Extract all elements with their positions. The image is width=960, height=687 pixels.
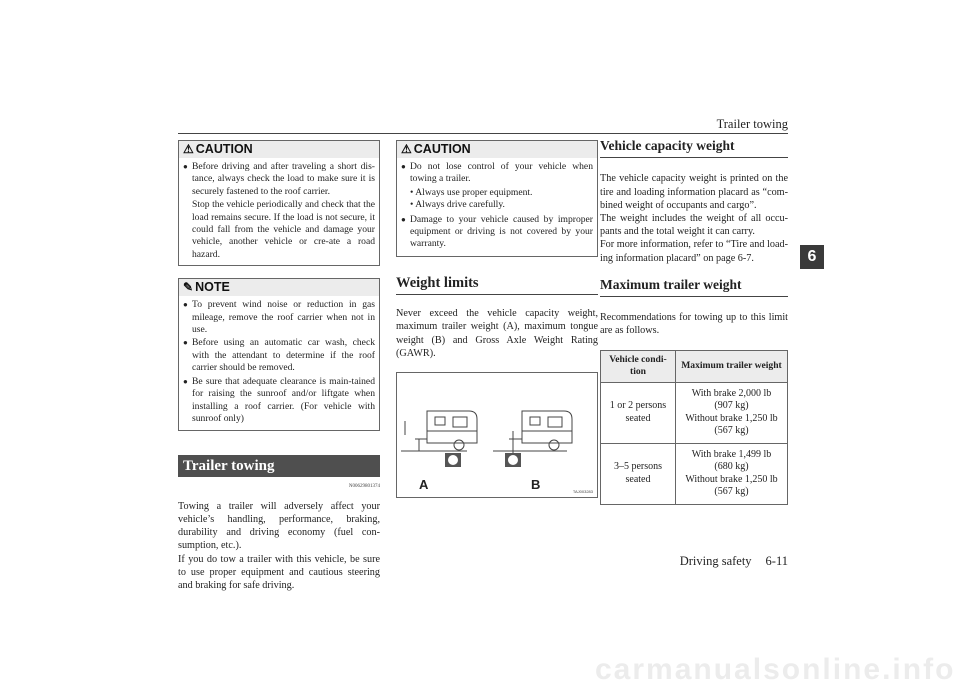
paragraph: If you do tow a trailer with this vehicle, be sure to use proper equipment and cautious steering and braking for safe driving. bbox=[178, 553, 380, 591]
bullet-dot-icon: ● bbox=[401, 162, 406, 171]
section-title-trailer-towing: Trailer towing bbox=[178, 455, 380, 477]
watermark: carmanualsonline.info bbox=[595, 653, 956, 686]
table-header-row bbox=[601, 350, 788, 382]
note-title: NOTE bbox=[195, 280, 230, 295]
table-cell: With brake 2,000 lb (907 kg) Without brake 1,250 lb (567 kg) bbox=[676, 382, 788, 443]
column-middle bbox=[396, 140, 598, 498]
section-code: N00629801374 bbox=[348, 484, 380, 490]
running-header: Trailer towing bbox=[716, 117, 788, 131]
caution-header bbox=[397, 141, 597, 158]
warning-triangle-icon: ⚠ bbox=[401, 142, 412, 156]
list-item: ● Damage to your vehicle caused by improper equipment or driving is not covered by your warranty. bbox=[401, 213, 593, 250]
trailer-weight-table bbox=[600, 350, 788, 505]
trailer-illustration bbox=[397, 373, 597, 497]
section-title-vehicle-capacity: Vehicle capacity weight bbox=[600, 140, 788, 158]
figure-label-b: B bbox=[531, 477, 541, 493]
table-row bbox=[601, 382, 788, 443]
caution-box bbox=[178, 140, 380, 266]
paragraph: The weight includes the weight of all occu-pants and the total weight it can carry. bbox=[600, 213, 788, 238]
bullet-dot-icon: ● bbox=[183, 300, 188, 310]
bullet-dot-icon: ● bbox=[401, 214, 406, 224]
paragraph: Towing a trailer will adversely affect your vehicle’s handling, performance, braking, durability and driving economy (fuel con-sumption, etc.). bbox=[178, 500, 380, 552]
table-header: Vehicle condi-tion bbox=[601, 350, 676, 382]
list-item: ● Before driving and after traveling a short dis-tance, always check the load to make sure it is securely fastened to the roof carrier. bbox=[183, 161, 375, 197]
chapter-tab: 6 bbox=[800, 245, 824, 269]
section-title-weight-limits: Weight limits bbox=[396, 277, 598, 295]
figure-label-a: A bbox=[419, 477, 429, 493]
bullet-dot-icon: ● bbox=[183, 162, 188, 171]
paragraph: The vehicle capacity weight is printed on the tire and loading information placard as “com-bined weight of occupants and cargo”. bbox=[600, 173, 788, 211]
list-item: ● Be sure that adequate clearance is main-tained for raising the sunroof and/or liftgate when installing a roof carrier. (For vehicle with sunroof only) bbox=[183, 375, 375, 424]
column-right bbox=[600, 140, 788, 505]
paragraph: Never exceed the vehicle capacity weight, maximum trailer weight (A), maximum tongue weight (B) and Gross Axle Weight Rating (GAWR). bbox=[396, 308, 598, 359]
table-header: Maximum trailer weight bbox=[676, 350, 788, 382]
sub-item: • Always use proper equipment. bbox=[410, 186, 533, 198]
warning-triangle-icon: ⚠ bbox=[183, 142, 194, 156]
sub-item: • Always drive carefully. bbox=[410, 199, 505, 211]
page-number: 6-11 bbox=[765, 554, 788, 568]
paragraph: Recommendations for towing up to this limit are as follows. bbox=[600, 312, 788, 337]
table-row bbox=[601, 443, 788, 504]
list-item: ● Before using an automatic car wash, check with the attendant to determine if the roof carrier should be removed. bbox=[183, 337, 375, 374]
column-left bbox=[178, 140, 380, 592]
page-footer bbox=[640, 554, 788, 569]
list-item: ● To prevent wind noise or reduction in gas mileage, remove the roof carrier when not in use. bbox=[183, 299, 375, 336]
section-title-max-trailer: Maximum trailer weight bbox=[600, 279, 788, 297]
list-item: Stop the vehicle periodically and check that the load remains secure. If the load is not secure, it could fall from the vehicle and damage your vehicle, another vehicle or cre-ate a road hazard. bbox=[192, 199, 375, 260]
bullet-dot-icon: ● bbox=[183, 376, 188, 386]
trailer-figure bbox=[396, 372, 598, 498]
table-cell: 3–5 persons seated bbox=[601, 443, 676, 504]
list-item: ● Do not lose control of your vehicle when towing a trailer. bbox=[401, 161, 593, 185]
bullet-dot-icon: ● bbox=[183, 338, 188, 348]
table-cell: 1 or 2 persons seated bbox=[601, 382, 676, 443]
figure-code: TAJ003283 bbox=[572, 489, 593, 495]
caution-header bbox=[179, 141, 379, 158]
caution-title: CAUTION bbox=[195, 142, 253, 156]
header-rule bbox=[178, 133, 788, 134]
note-box bbox=[178, 278, 380, 431]
caution-title: CAUTION bbox=[413, 142, 471, 156]
paragraph: For more information, refer to “Tire and load-ing information placard” on page 6-7. bbox=[600, 239, 788, 264]
pencil-icon: ✎ bbox=[183, 280, 194, 295]
caution-box bbox=[396, 140, 598, 257]
footer-section: Driving safety bbox=[679, 554, 752, 568]
note-header bbox=[179, 279, 379, 296]
table-cell: With brake 1,499 lb (680 kg) Without brake 1,250 lb (567 kg) bbox=[676, 443, 788, 504]
